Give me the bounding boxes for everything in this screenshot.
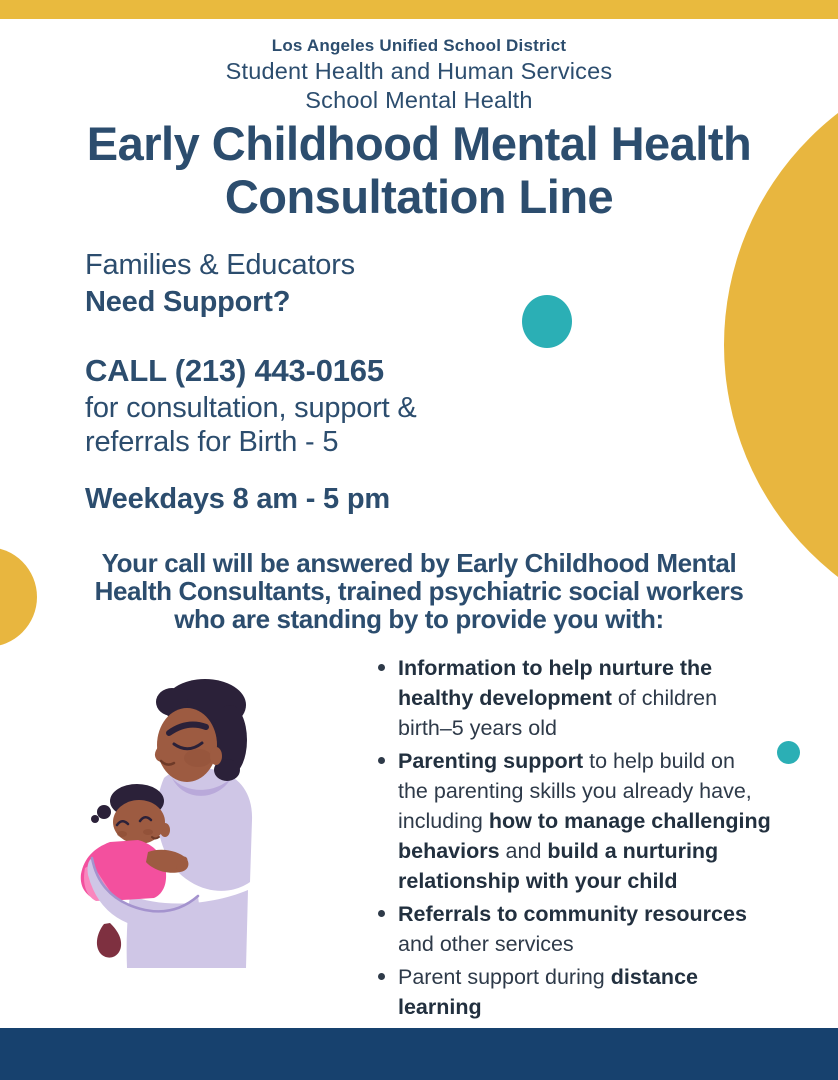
bullet-line: birth–5 years old (398, 716, 557, 740)
header-department: Student Health and Human Services (225, 58, 613, 84)
title-line: Consultation Line (224, 170, 614, 223)
bullet-line: including how to manage challenging (398, 809, 771, 833)
intro-paragraph (0, 549, 838, 633)
intro-line: Health Consultants, trained psychiatric social workers (94, 576, 744, 606)
bullet-line: and other services (398, 932, 574, 956)
bullet-line: behaviors and build a nurturing (398, 839, 719, 863)
page-title (0, 117, 838, 223)
need-support-label: Need Support? (85, 286, 291, 318)
parent-holding-baby-illustration (60, 660, 340, 1000)
call-subtext-2: referrals for Birth - 5 (85, 426, 339, 458)
call-subtext-1: for consultation, support & (85, 392, 417, 424)
audience-label: Families & Educators (85, 249, 355, 281)
intro-line: Your call will be answered by Early Childhood Mental (101, 548, 737, 578)
bullet-item (372, 962, 792, 1022)
hours-label: Weekdays 8 am - 5 pm (85, 483, 390, 515)
bullet-item (372, 899, 792, 959)
footer-band (0, 1028, 838, 1080)
bullet-line: the parenting skills you already have, (398, 779, 752, 803)
title-line: Early Childhood Mental Health (86, 117, 752, 170)
phone-number: CALL (213) 443-0165 (85, 353, 384, 388)
header-office: School Mental Health (305, 87, 533, 113)
bullet-line: learning (398, 995, 482, 1019)
bullet-item (372, 746, 792, 896)
contact-info-block (85, 247, 417, 518)
header-district: Los Angeles Unified School District (271, 36, 567, 55)
top-gold-band (0, 0, 838, 19)
bullet-line: Information to help nurture the (398, 656, 713, 680)
bullet-line: Referrals to community resources (398, 902, 747, 926)
decorative-teal-circle-top (522, 295, 572, 348)
bullet-line: Parent support during distance (398, 965, 698, 989)
bullet-line: relationship with your child (398, 869, 678, 893)
bullet-line: Parenting support to help build on (398, 749, 735, 773)
bullet-line: healthy development of children (398, 686, 718, 710)
intro-line: who are standing by to provide you with: (174, 604, 664, 634)
header (0, 35, 838, 115)
services-list (372, 653, 792, 1025)
bullet-item (372, 653, 792, 743)
